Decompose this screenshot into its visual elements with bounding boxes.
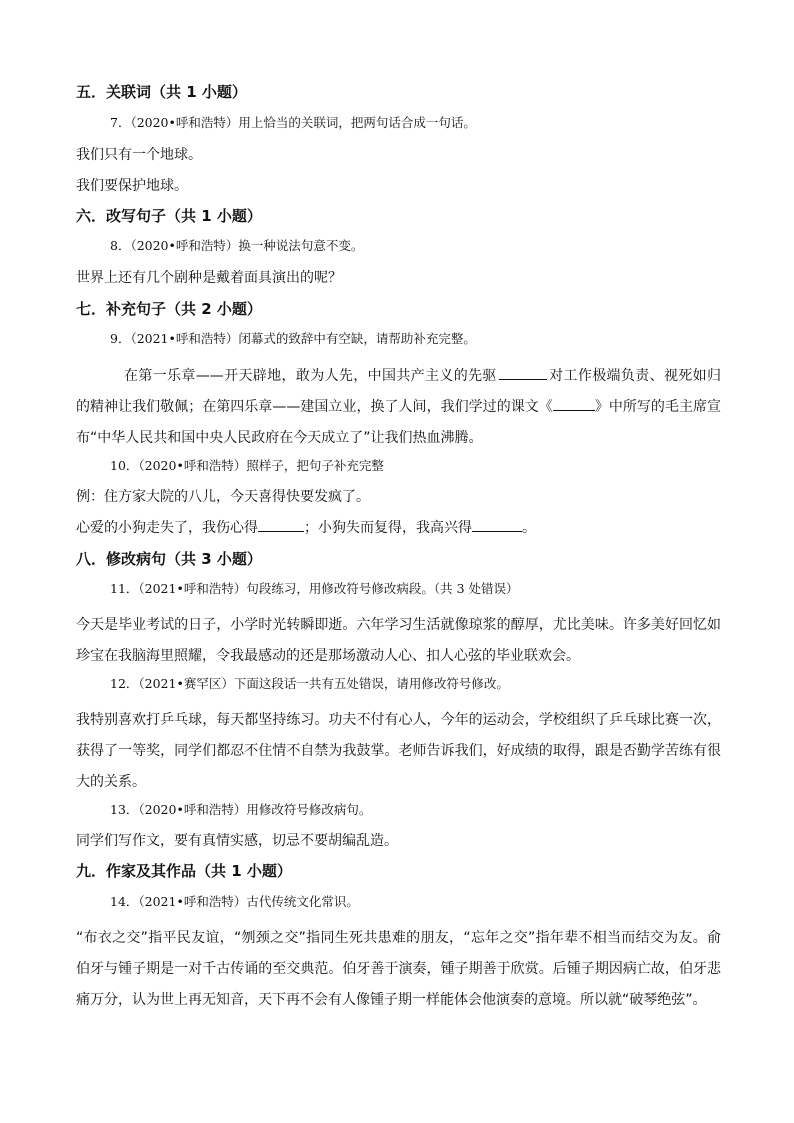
blank-3[interactable] xyxy=(258,519,304,532)
paragraph-12: 我特别喜欢打乒乓球，每天都坚持练习。功夫不付有心人，今年的运动会，学校组织了乒乓球比赛一次，获得了一等奖，同学们都忍不住情不自禁为我鼓掌。老师告诉我们，好成绩的取得，跟是否勤学苦练有很大的关系。 xyxy=(76,712,721,790)
paragraph-13: 同学们写作文，要有真情实感，切忌不要胡编乱造。 xyxy=(76,833,398,849)
paragraph-11: 今天是毕业考试的日子，小学时光转瞬即逝。六年学习生活就像琼浆的醇厚，尤比美味。许多美好回忆如珍宝在我脑海里照耀，令我最感动的还是那场激动人心、扣人心弦的毕业联欢会。 xyxy=(76,617,721,664)
question-12: 12．（2021•赛罕区）下面这段话一共有五处错误，请用修改符号修改。 xyxy=(110,676,509,691)
question-8: 8．（2020•呼和浩特）换一种说法句意不变。 xyxy=(110,238,364,253)
question-11: 11．（2021•呼和浩特）句段练习，用修改符号修改病段。（共 3 处错误） xyxy=(110,581,519,596)
question-10: 10．（2020•呼和浩特）照样子，把句子补充完整 xyxy=(110,458,384,473)
question-7: 7．（2020•呼和浩特）用上恰当的关联词，把两句话合成一句话。 xyxy=(110,115,476,130)
fill-sentence-part-a: 心爱的小狗走失了，我伤心得 xyxy=(76,520,258,536)
fill-sentence-part-b: ；小狗失而复得，我高兴得 xyxy=(304,520,472,536)
blank-1[interactable] xyxy=(499,367,547,380)
paragraph-9-part-a: 在第一乐章——开天辟地，敢为人先，中国共产主义的先驱 xyxy=(124,368,497,384)
sentence-2: 我们要保护地球。 xyxy=(76,178,188,194)
example-sentence: 例：住方家大院的八儿，今天喜得快要发疯了。 xyxy=(76,489,370,505)
question-9: 9．（2021•呼和浩特）闭幕式的致辞中有空缺，请帮助补充完整。 xyxy=(110,331,476,346)
paragraph-9-part-c: 》中所写的毛主席宣布“中华人民共和国中央人民政府在今天成立了”让我们热血沸腾。 xyxy=(76,399,722,446)
sentence-rewrite: 世界上还有几个剧种是戴着面具演出的呢？ xyxy=(76,270,342,286)
paragraph-9-part-b: 对工作极端负责、视死如归的精神让我们敬佩；在第四乐章——建国立业，换了人间，我们学过的课文《 xyxy=(76,368,722,415)
blank-2[interactable] xyxy=(553,398,595,411)
paragraph-14: “布衣之交”指平民友谊，“刎颈之交”指同生死共患难的朋友，“忘年之交”指年辈不相当而结交为友。俞伯牙与锺子期是一对千古传诵的至交典范。伯牙善于演奏，锺子期善于欣赏。后锺子期因病亡故，伯牙悲痛万分，认为世上再无知音，天下再不会有人像锺子期一样能体会他演奏的意境。所以就“破琴绝弦”。 xyxy=(76,930,721,1008)
paragraph-9 xyxy=(76,361,721,454)
fill-sentence xyxy=(76,517,721,539)
section-title-6: 六．改写句子（共 1 小题） xyxy=(76,207,262,225)
section-title-9: 九．作家及其作品（共 1 小题） xyxy=(76,862,292,880)
question-14: 14．（2021•呼和浩特）古代传统文化常识。 xyxy=(110,894,359,909)
section-title-7: 七．补充句子（共 2 小题） xyxy=(76,300,262,318)
blank-4[interactable] xyxy=(472,519,522,532)
sentence-1: 我们只有一个地球。 xyxy=(76,147,202,163)
fill-sentence-part-c: 。 xyxy=(522,520,536,536)
section-title-5: 五．关联词（共 1 小题） xyxy=(76,83,247,101)
question-13: 13．（2020•呼和浩特）用修改符号修改病句。 xyxy=(110,802,372,817)
section-title-8: 八．修改病句（共 3 小题） xyxy=(76,550,262,568)
